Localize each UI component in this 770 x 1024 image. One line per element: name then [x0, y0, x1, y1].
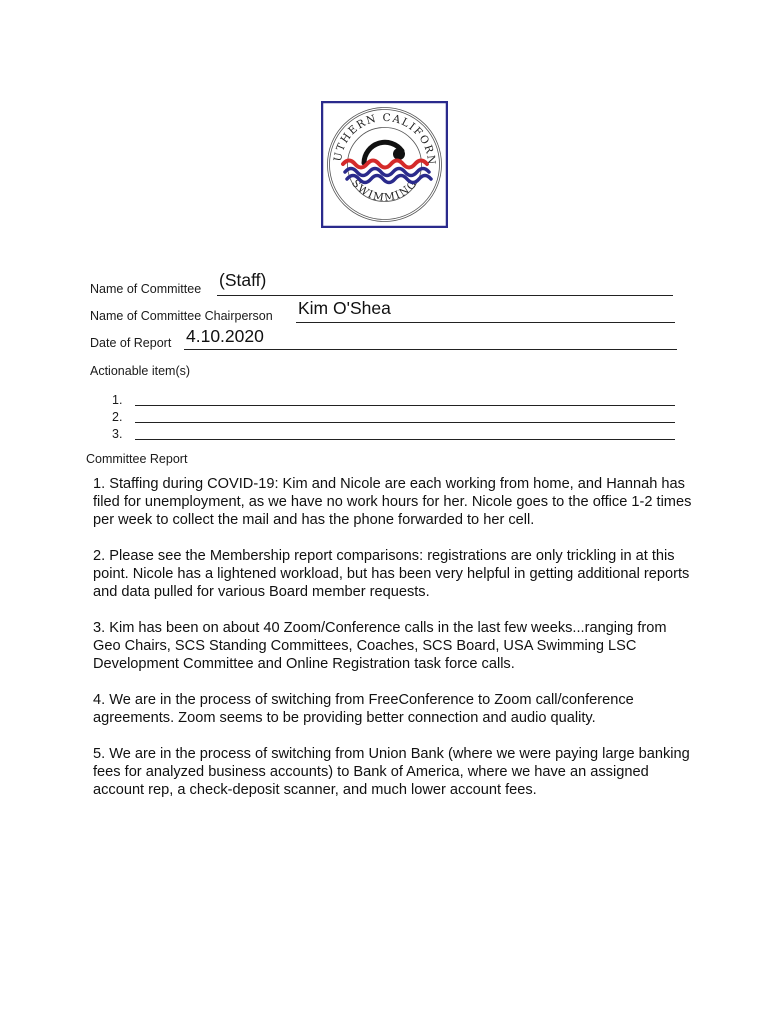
chairperson-value[interactable]: Kim O'Shea [298, 298, 391, 318]
report-date-label: Date of Report [90, 336, 172, 350]
report-paragraph: 1. Staffing during COVID-19: Kim and Nicole are each working from home, and Hannah has filed for unemployment, as we have no work hours for her. Nicole goes to the office 1-2 times per week to collect the mail and has the phone forwarded to her cell. [93, 476, 692, 529]
actionable-item-number: 3. [112, 427, 123, 441]
report-date-line [184, 349, 677, 350]
logo-top-text: UTHERN CALIFORN [331, 111, 438, 167]
actionable-item-number: 2. [112, 410, 123, 424]
actionable-item-line[interactable] [135, 422, 675, 423]
report-paragraph: 2. Please see the Membership report comparisons: registrations are only trickling in at this point. Nicole has a lightened workload, but has been very helpful in getting additional reports and data pulled for various Board member requests. [93, 548, 690, 601]
committee-name-value[interactable]: (Staff) [219, 270, 267, 290]
report-date-value[interactable]: 4.10.2020 [186, 326, 264, 346]
report-paragraph: 5. We are in the process of switching from Union Bank (where we were paying large banking fees for analyzed business accounts) to Bank of America, where we have an assigned account rep, a check-deposit scanner, and much lower account fees. [93, 746, 690, 799]
committee-name-line [217, 295, 673, 296]
actionable-item-number: 1. [112, 393, 123, 407]
actionable-item-line[interactable] [135, 439, 675, 440]
report-paragraph: 3. Kim has been on about 40 Zoom/Conference calls in the last few weeks...ranging from Geo Chairs, SCS Standing Committees, Coaches, SCS Board, USA Swimming LSC Development Committee and Online Registration task force calls. [93, 620, 667, 673]
report-paragraph: 4. We are in the process of switching from FreeConference to Zoom call/conference agreements. Zoom seems to be providing better connection and audio quality. [93, 692, 634, 727]
chairperson-label: Name of Committee Chairperson [90, 309, 273, 323]
actionable-item-line[interactable] [135, 405, 675, 406]
logo-bottom-text: SWIMMING [349, 177, 421, 205]
chairperson-line [296, 322, 675, 323]
scs-logo [321, 101, 448, 228]
committee-report-label: Committee Report [86, 452, 188, 466]
actionable-items-label: Actionable item(s) [90, 364, 191, 378]
scs-logo-graphic [321, 101, 448, 228]
committee-name-label: Name of Committee [90, 282, 202, 296]
